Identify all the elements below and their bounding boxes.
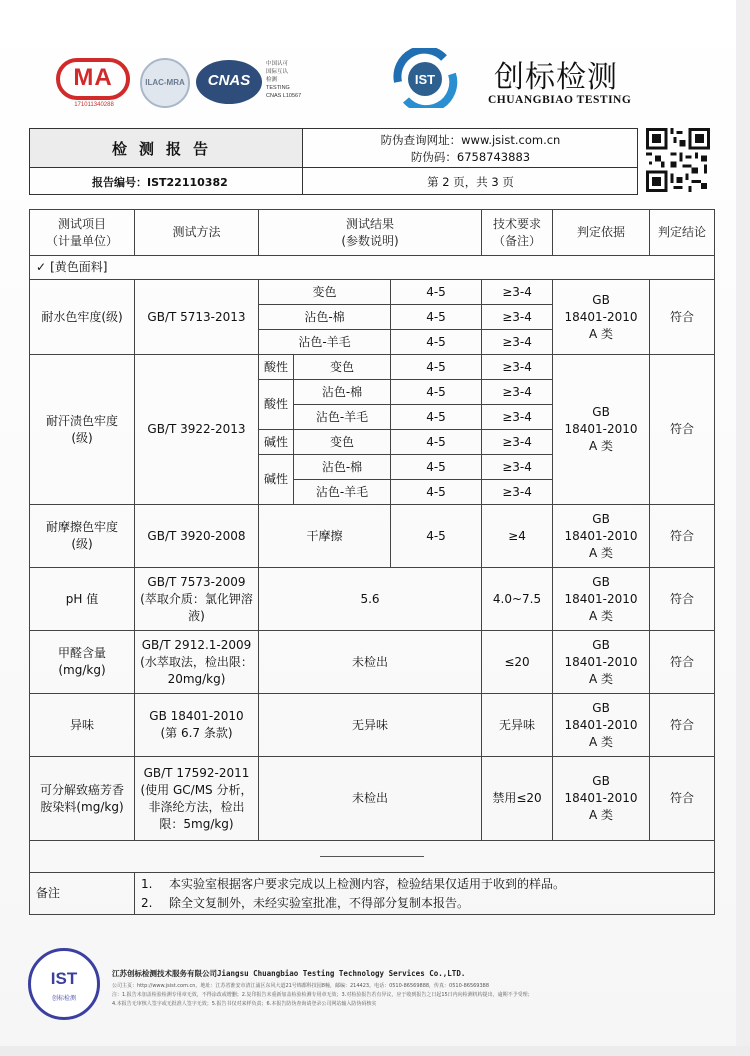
cnas-logo-text: CNAS: [207, 72, 251, 89]
table-row: [30, 694, 715, 757]
header-result: 测试结果 (参数说明): [259, 210, 482, 256]
section-title: ✓ [黄色面料]: [30, 256, 715, 280]
value-cell: 未检出: [259, 757, 482, 841]
method-odor: GB 18401-2010 (第 6.7 条款): [135, 694, 259, 757]
cnas-accreditation-text: [266, 60, 301, 100]
page-indicator: 第 2 页，共 3 页: [427, 174, 514, 189]
cnas-line-2: 国际互认: [266, 69, 289, 75]
cma-logo: [56, 58, 130, 100]
table-row: [30, 631, 715, 694]
method-ph: GB/T 7573-2009 (萃取介质：氯化钾溶 液): [135, 568, 259, 631]
req-cell: ≤20: [482, 631, 553, 694]
qr-code-icon: [646, 128, 710, 192]
value-cell: 4-5: [391, 280, 482, 305]
param-cell: 沾色-棉: [259, 305, 391, 330]
param-cell: 沾色-棉: [294, 455, 391, 480]
req-cell: ≥3-4: [482, 380, 553, 405]
cnas-line-3: 检测: [266, 77, 278, 83]
header-method: 测试方法: [135, 210, 259, 256]
report-title: 检测报告: [30, 129, 303, 168]
anti-fake-info: [303, 129, 638, 168]
cnas-line-5: CNAS L10567: [266, 93, 302, 99]
method-formaldehyde: GB/T 2912.1-2009 (水萃取法，检出限： 20mg/kg): [135, 631, 259, 694]
param-cell: 沾色-羊毛: [259, 330, 391, 355]
company-seal-logo: [28, 948, 100, 1020]
req-cell: ≥3-4: [482, 430, 553, 455]
conclusion-cell: 符合: [650, 280, 715, 355]
cma-number: 171011340288: [74, 102, 114, 108]
seal-text: IST: [50, 969, 78, 988]
brand-name-cn: 创标检测: [494, 60, 618, 95]
table-row: [30, 355, 715, 380]
page-edge-right: [736, 0, 750, 1056]
method-rub: GB/T 3920-2008: [135, 505, 259, 568]
footer-line-2: 注：1.报告未加盖检验检测专用章无效，不得涂改或增删；2.复印报告未重新加盖检验检测专用章无效；3.对检验报告若有异议，应于收到报告之日起15日内向检测机构提出，逾期不予受理；: [112, 992, 533, 998]
req-cell: ≥3-4: [482, 305, 553, 330]
alkali-label: 碱性: [259, 430, 294, 455]
value-cell: 4-5: [391, 355, 482, 380]
item-odor: 异味: [30, 694, 135, 757]
remarks-content: [135, 873, 715, 915]
anti-fake-code: 防伪码：6758743883: [410, 150, 531, 164]
value-cell: 4-5: [391, 430, 482, 455]
basis-cell: GB 18401-2010 A 类: [553, 505, 650, 568]
report-number: 报告编号：IST22110382: [30, 168, 303, 195]
conclusion-cell: 符合: [650, 568, 715, 631]
param-cell: 变色: [294, 430, 391, 455]
req-cell: ≥3-4: [482, 405, 553, 430]
param-cell: 变色: [259, 280, 391, 305]
footer-line-1: 公司主页：http://www.jsist.com.cn。地址：江苏省淮安市清江浦区东风大道21号锦都科技园8幢，邮编：214423。电话：0510-86569888，传真：0510-86569388: [112, 983, 490, 989]
end-divider: [320, 856, 424, 857]
cnas-logo: [196, 60, 262, 104]
acid-label: 酸性: [259, 355, 294, 380]
footer-company-name: 江苏创标检测技术服务有限公司Jiangsu Chuangbiao Testing Technology Services Co.,LTD.: [112, 969, 466, 978]
value-cell: 4-5: [391, 405, 482, 430]
method-water: GB/T 5713-2013: [135, 280, 259, 355]
req-cell: ≥3-4: [482, 480, 553, 505]
value-cell: 4-5: [391, 480, 482, 505]
brand-name-en: CHUANGBIAO TESTING: [488, 94, 632, 106]
alkali-label: 碱性: [259, 455, 294, 505]
param-cell: 干摩擦: [259, 505, 391, 568]
section-row: [30, 256, 715, 280]
basis-cell: GB 18401-2010 A 类: [553, 757, 650, 841]
value-cell: 4-5: [391, 380, 482, 405]
table-row: [30, 280, 715, 305]
table-header-row: [30, 210, 715, 256]
test-results-table: [29, 209, 715, 915]
ist-logo-text: IST: [414, 72, 436, 87]
basis-cell: GB 18401-2010 A 类: [553, 631, 650, 694]
req-cell: ≥3-4: [482, 455, 553, 480]
conclusion-cell: 符合: [650, 694, 715, 757]
req-cell: 4.0~7.5: [482, 568, 553, 631]
cnas-line-4: TESTING: [266, 85, 290, 91]
anti-fake-site: 防伪查询网址：www.jsist.com.cn: [380, 133, 561, 147]
req-cell: 禁用≤20: [482, 757, 553, 841]
param-cell: 沾色-羊毛: [294, 405, 391, 430]
value-cell: 5.6: [259, 568, 482, 631]
conclusion-cell: 符合: [650, 631, 715, 694]
req-cell: ≥3-4: [482, 280, 553, 305]
item-formaldehyde: 甲醛含量 (mg/kg): [30, 631, 135, 694]
remark-item: 1. 本实验室根据客户要求完成以上检测内容，检验结果仅适用于收到的样品。: [141, 876, 566, 891]
remark-item: 2. 除全文复制外，未经实验室批准，不得部分复制本报告。: [141, 895, 470, 910]
req-cell: ≥3-4: [482, 355, 553, 380]
end-divider-cell: [30, 841, 715, 873]
checkmark-icon: ✓: [36, 260, 47, 274]
header-conclusion: 判定结论: [650, 210, 715, 256]
item-amine: 可分解致癌芳香 胺染料(mg/kg): [30, 757, 135, 841]
basis-cell: GB 18401-2010 A 类: [553, 694, 650, 757]
param-cell: 变色: [294, 355, 391, 380]
remarks-row: [30, 873, 715, 915]
table-row: [30, 505, 715, 568]
ilac-logo-text: ILAC-MRA: [145, 78, 185, 87]
basis-cell: GB 18401-2010 A 类: [553, 280, 650, 355]
cma-logo-text: MA: [73, 64, 113, 91]
value-cell: 4-5: [391, 305, 482, 330]
basis-cell: GB 18401-2010 A 类: [553, 355, 650, 505]
value-cell: 4-5: [391, 455, 482, 480]
header-item: 测试项目 （计量单位）: [30, 210, 135, 256]
item-sweat: 耐汗渍色牢度 (级): [30, 355, 135, 505]
seal-subtext: 创标检测: [51, 995, 76, 1002]
cnas-line-1: 中国认可: [266, 61, 289, 67]
basis-cell: GB 18401-2010 A 类: [553, 568, 650, 631]
item-ph: pH 值: [30, 568, 135, 631]
req-cell: ≥3-4: [482, 330, 553, 355]
ist-logo: [392, 48, 458, 108]
conclusion-cell: 符合: [650, 505, 715, 568]
method-sweat: GB/T 3922-2013: [135, 355, 259, 505]
conclusion-cell: 符合: [650, 757, 715, 841]
value-cell: 未检出: [259, 631, 482, 694]
table-row: [30, 757, 715, 841]
method-amine: GB/T 17592-2011 (使用 GC/MS 分析， 非涤纶方法，检出 限：5mg/kg): [135, 757, 259, 841]
req-cell: 无异味: [482, 694, 553, 757]
header-requirement: 技术要求 （备注）: [482, 210, 553, 256]
value-cell: 无异味: [259, 694, 482, 757]
header-basis: 判定依据: [553, 210, 650, 256]
acid-label: 酸性: [259, 380, 294, 430]
footer-line-3: 4.本报告无审核人签字或无批准人签字无效；5.报告书仅对来样负责；6.本报告防伪查询请登录公司网站输入防伪码核实: [112, 1001, 377, 1007]
blank-row: [30, 841, 715, 873]
page-edge-bottom: [0, 1046, 750, 1056]
req-cell: ≥4: [482, 505, 553, 568]
item-water: 耐水色牢度(级): [30, 280, 135, 355]
item-rub: 耐摩擦色牢度 (级): [30, 505, 135, 568]
ilac-mra-logo: [140, 58, 190, 108]
value-cell: 4-5: [391, 505, 482, 568]
param-cell: 沾色-羊毛: [294, 480, 391, 505]
remarks-label: 备注: [30, 873, 135, 915]
value-cell: 4-5: [391, 330, 482, 355]
conclusion-cell: 符合: [650, 355, 715, 505]
table-row: [30, 568, 715, 631]
param-cell: 沾色-棉: [294, 380, 391, 405]
report-header-table: [29, 128, 638, 195]
